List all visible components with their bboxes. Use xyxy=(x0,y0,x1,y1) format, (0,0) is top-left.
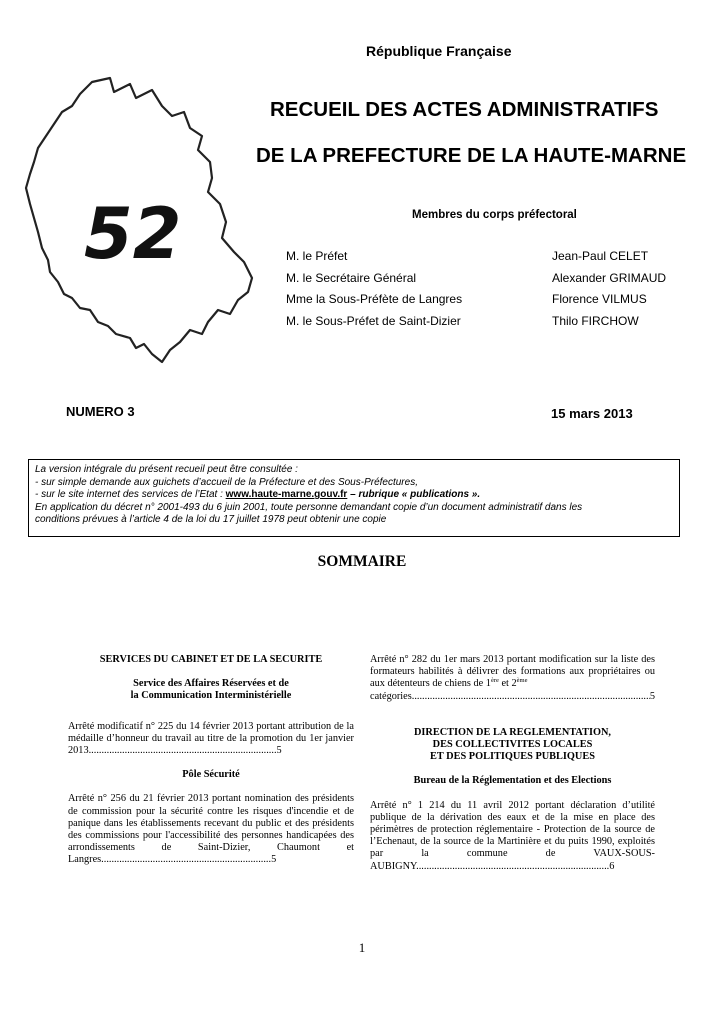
entry-leader-dots xyxy=(412,691,650,703)
ordinal-superscript: ère xyxy=(490,677,499,685)
notice-line: La version intégrale du présent recueil peut être consultée : xyxy=(35,464,298,475)
website-link[interactable]: www.haute-marne.gouv.fr xyxy=(225,489,348,501)
entry-text: catégories xyxy=(370,690,412,702)
entry-leader-dots: .................................................................. xyxy=(101,854,272,866)
summary-entry[interactable] xyxy=(370,800,655,873)
member-row xyxy=(286,249,666,271)
section-heading: ET DES POLITIQUES PUBLIQUES xyxy=(430,751,595,763)
members-list xyxy=(286,249,666,335)
section-heading: DES COLLECTIVITES LOCALES xyxy=(432,739,593,751)
entry-page: 5 xyxy=(271,854,277,866)
entry-leader-dots: ........................................................................... xyxy=(416,860,610,872)
section-heading: DIRECTION DE LA REGLEMENTATION, xyxy=(413,726,611,738)
entry-text: Arrêté n° 256 du 21 février 2013 portant nomination des présidents de commission pour la sécurité contre les risques d'incendie et de panique dans les établissements recevant du public et des présidents des commissions pour l'accessibilité des personnes handicapées des arrondissements de Saint-Dizier, Chaumont et Langres xyxy=(68,793,354,866)
member-role: M. le Sous-Préfet de Saint-Dizier xyxy=(286,313,461,328)
summary-entry[interactable] xyxy=(68,793,354,866)
page-title-line2: DE LA PREFECTURE DE LA HAUTE-MARNE xyxy=(256,144,687,167)
member-role: Mme la Sous-Préfète de Langres xyxy=(286,292,463,306)
bureau-heading: Bureau de la Réglementation et des Elections xyxy=(413,775,612,787)
member-role: M. le Secrétaire Général xyxy=(286,270,417,285)
service-heading: Service des Affaires Réservées et de xyxy=(133,678,289,690)
member-name: Thilo FIRCHOW xyxy=(552,313,639,328)
member-name: Florence VILMUS xyxy=(552,292,647,306)
summary-right-column xyxy=(370,654,655,873)
entry-text: et 2 xyxy=(498,678,517,690)
member-row xyxy=(286,271,666,293)
logo-number: 52 xyxy=(84,193,182,275)
page-title-line1: RECUEIL DES ACTES ADMINISTRATIFS xyxy=(270,98,659,121)
section-heading: SERVICES DU CABINET ET DE LA SECURITE xyxy=(99,654,323,665)
members-title: Membres du corps préfectoral xyxy=(412,209,577,221)
entry-text: Arrêté modificatif n° 225 du 14 février 2013 portant attribution de la médaille d’honneur du travail au titre de la promotion du 1er janvier 2013 xyxy=(68,720,354,757)
notice-line: En application du décret n° 2001-493 du 6 juin 2001, toute personne demandant copie d’un document administratif dans les xyxy=(35,501,583,513)
notice-text: - sur le site internet des services de l’Etat : xyxy=(35,489,226,501)
summary-left-column xyxy=(68,654,354,867)
member-name: Jean-Paul CELET xyxy=(552,249,649,263)
entry-text: Arrêté n° 1 214 du 11 avril 2012 portant déclaration d’utilité publique de la dérivation des eaux et de la mise en place des périmètres de protection réglementaire - Protection de la source de l’Echenaut, de la source de la Martinière et du puits 1990, exploités par la commune de VAUX-SOUS-AUBIGNY xyxy=(370,799,655,872)
entry-page: 5 xyxy=(276,745,282,757)
member-name: Alexander GRIMAUD xyxy=(552,270,667,285)
issue-number: NUMERO 3 xyxy=(66,404,135,419)
consultation-notice xyxy=(28,459,680,537)
notice-line xyxy=(35,489,673,502)
member-role: M. le Préfet xyxy=(286,249,348,263)
entry-page: 6 xyxy=(609,860,615,872)
notice-line: - sur simple demande aux guichets d’accueil de la Préfecture et des Sous-Préfectures, xyxy=(35,476,418,488)
notice-text: – rubrique « publications ». xyxy=(347,489,481,501)
ordinal-superscript: ème xyxy=(516,677,528,685)
haute-marne-map-logo xyxy=(12,72,262,372)
issue-date: 15 mars 2013 xyxy=(551,406,633,421)
entry-leader-line xyxy=(370,691,655,703)
entry-page: 5 xyxy=(649,690,655,702)
summary-title: SOMMAIRE xyxy=(317,553,407,570)
department-outline-icon xyxy=(12,72,262,372)
member-row xyxy=(286,314,666,336)
summary-entry[interactable] xyxy=(68,721,354,758)
subsection-heading: Pôle Sécurité xyxy=(182,769,240,781)
notice-line: conditions prévues à l’article 4 de la loi du 17 juillet 1978 peut obtenir une copie xyxy=(35,514,387,526)
page-number: 1 xyxy=(358,940,366,955)
republic-label: République Française xyxy=(366,43,512,59)
member-row xyxy=(286,292,666,314)
summary-entry[interactable] xyxy=(370,654,655,691)
entry-text: Arrêté n° 282 du 1er mars 2013 portant modification sur la liste des formateurs habilités à délivrer des formations aux propriétaires ou aux détenteurs de chiens de 1 xyxy=(370,654,655,690)
entry-leader-dots: ......................................................................... xyxy=(88,745,277,757)
service-heading: la Communication Interministérielle xyxy=(130,690,292,702)
